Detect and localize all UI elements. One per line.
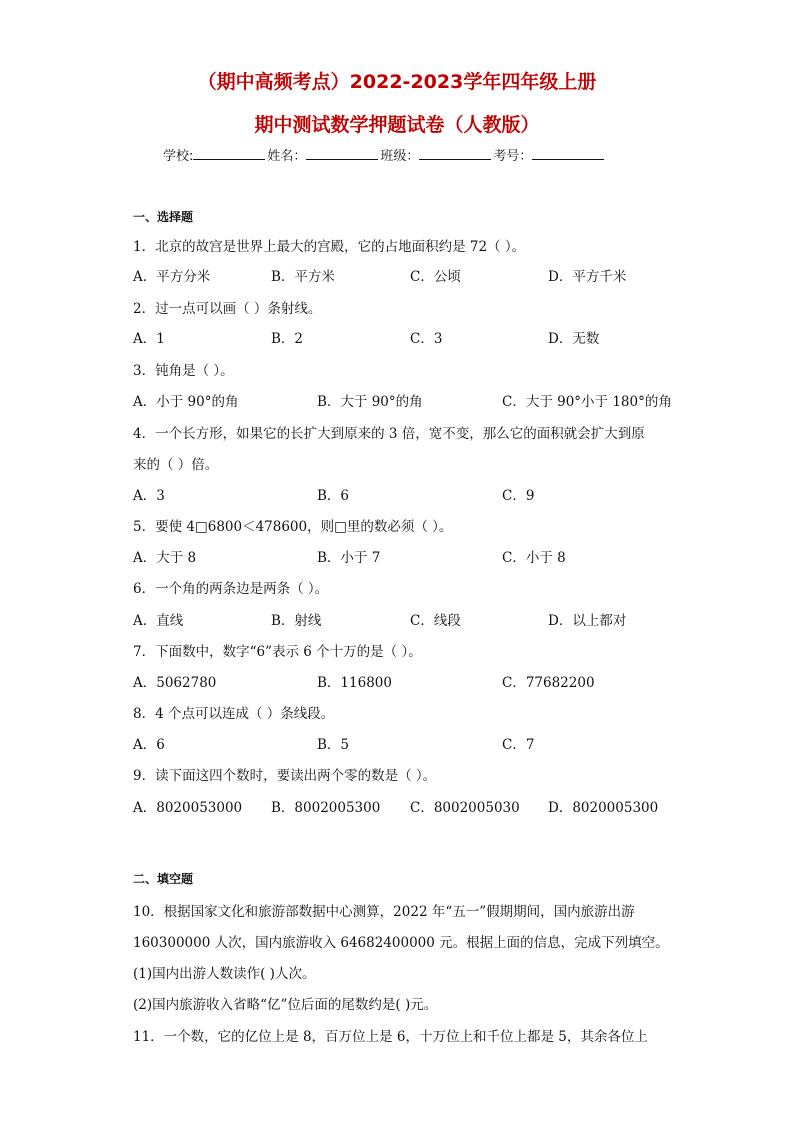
q1-option-c: C．公顷 bbox=[410, 269, 461, 285]
q2-option-a: A．1 bbox=[133, 331, 165, 347]
exam-number-blank[interactable] bbox=[532, 147, 604, 160]
q7-option-c: C．77682200 bbox=[502, 675, 595, 691]
q3-option-a: A．小于 90°的角 bbox=[133, 394, 239, 410]
q2-option-c: C．3 bbox=[410, 331, 443, 347]
class-blank[interactable] bbox=[419, 147, 491, 160]
q6-option-d: D．以上都对 bbox=[548, 613, 627, 629]
student-info-fields bbox=[163, 145, 606, 164]
title-line-1: （期中高频考点）2022-2023学年四年级上册 bbox=[197, 71, 597, 93]
q5-option-a: A．大于 8 bbox=[133, 550, 197, 566]
q7-option-b: B．116800 bbox=[317, 675, 392, 691]
question-11: 11．一个数，它的亿位上是 8，百万位上是 6，十万位上和千位上都是 5，其余各位上 bbox=[133, 1029, 648, 1045]
question-4: 4．一个长方形，如果它的长扩大到原来的 3 倍，宽不变，那么它的面积就会扩大到原 bbox=[133, 426, 645, 442]
name-label: 姓名： bbox=[267, 149, 307, 164]
q9-option-a: A．8020053000 bbox=[133, 800, 243, 816]
question-7: 7．下面数中，数字“6”表示 6 个十万的是（ ）。 bbox=[133, 644, 422, 660]
q5-option-c: C．小于 8 bbox=[502, 550, 566, 566]
question-10-line-1: 10．根据国家文化和旅游部数据中心测算，2022 年“五一”假期期间，国内旅游出游 bbox=[133, 904, 635, 920]
q4-option-c: C．9 bbox=[502, 488, 535, 504]
q5-option-b: B．小于 7 bbox=[317, 550, 381, 566]
name-blank[interactable] bbox=[306, 147, 378, 160]
q6-option-b: B．射线 bbox=[271, 613, 322, 629]
exam-number-label: 考号： bbox=[493, 149, 533, 164]
q3-option-b: B．大于 90°的角 bbox=[317, 394, 423, 410]
q2-option-b: B．2 bbox=[271, 331, 304, 347]
question-8: 8．4 个点可以连成（ ）条线段。 bbox=[133, 706, 335, 722]
q3-option-c: C．大于 90°小于 180°的角 bbox=[502, 394, 672, 410]
school-label: 学校: bbox=[163, 149, 194, 164]
question-10-part-1: (1)国内出游人数读作( )人次。 bbox=[133, 966, 316, 982]
school-blank[interactable] bbox=[193, 147, 265, 160]
q6-option-a: A．直线 bbox=[133, 613, 184, 629]
q1-option-a: A．平方分米 bbox=[133, 269, 211, 285]
section-heading-choice: 一、选择题 bbox=[133, 210, 194, 224]
q4-option-b: B．6 bbox=[317, 488, 350, 504]
q1-option-b: B．平方米 bbox=[271, 269, 335, 285]
title-line-2: 期中测试数学押题试卷（人教版） bbox=[254, 114, 540, 136]
question-6: 6．一个角的两条边是两条（ ）。 bbox=[133, 581, 329, 597]
class-label: 班级： bbox=[380, 149, 420, 164]
q8-option-b: B．5 bbox=[317, 737, 350, 753]
q1-option-d: D．平方千米 bbox=[548, 269, 627, 285]
question-10-part-2: (2)国内旅游收入省略“亿”位后面的尾数约是( )元。 bbox=[133, 997, 438, 1013]
q9-option-b: B．8002005300 bbox=[271, 800, 381, 816]
q6-option-c: C．线段 bbox=[410, 613, 461, 629]
q9-option-c: C．8002005030 bbox=[410, 800, 520, 816]
question-2: 2．过一点可以画（ ）条射线。 bbox=[133, 301, 322, 317]
question-1: 1．北京的故宫是世界上最大的宫殿，它的占地面积约是 72（ ）。 bbox=[133, 239, 526, 255]
question-4-continued: 来的（ ）倍。 bbox=[133, 457, 219, 473]
question-5: 5．要使 4□6800＜478600，则□里的数必须（ ）。 bbox=[133, 519, 453, 535]
q2-option-d: D．无数 bbox=[548, 331, 600, 347]
question-10-line-2: 160300000 人次，国内旅游收入 64682400000 元。根据上面的信息，完成下列填空。 bbox=[133, 935, 669, 951]
question-9: 9．读下面这四个数时，要读出两个零的数是（ ）。 bbox=[133, 768, 437, 784]
q8-option-a: A．6 bbox=[133, 737, 165, 753]
q8-option-c: C．7 bbox=[502, 737, 535, 753]
question-3: 3．钝角是（ ）。 bbox=[133, 363, 234, 379]
section-heading-fill-in: 二、填空题 bbox=[133, 872, 194, 886]
q4-option-a: A．3 bbox=[133, 488, 165, 504]
q9-option-d: D．8020005300 bbox=[548, 800, 659, 816]
q7-option-a: A．5062780 bbox=[133, 675, 217, 691]
